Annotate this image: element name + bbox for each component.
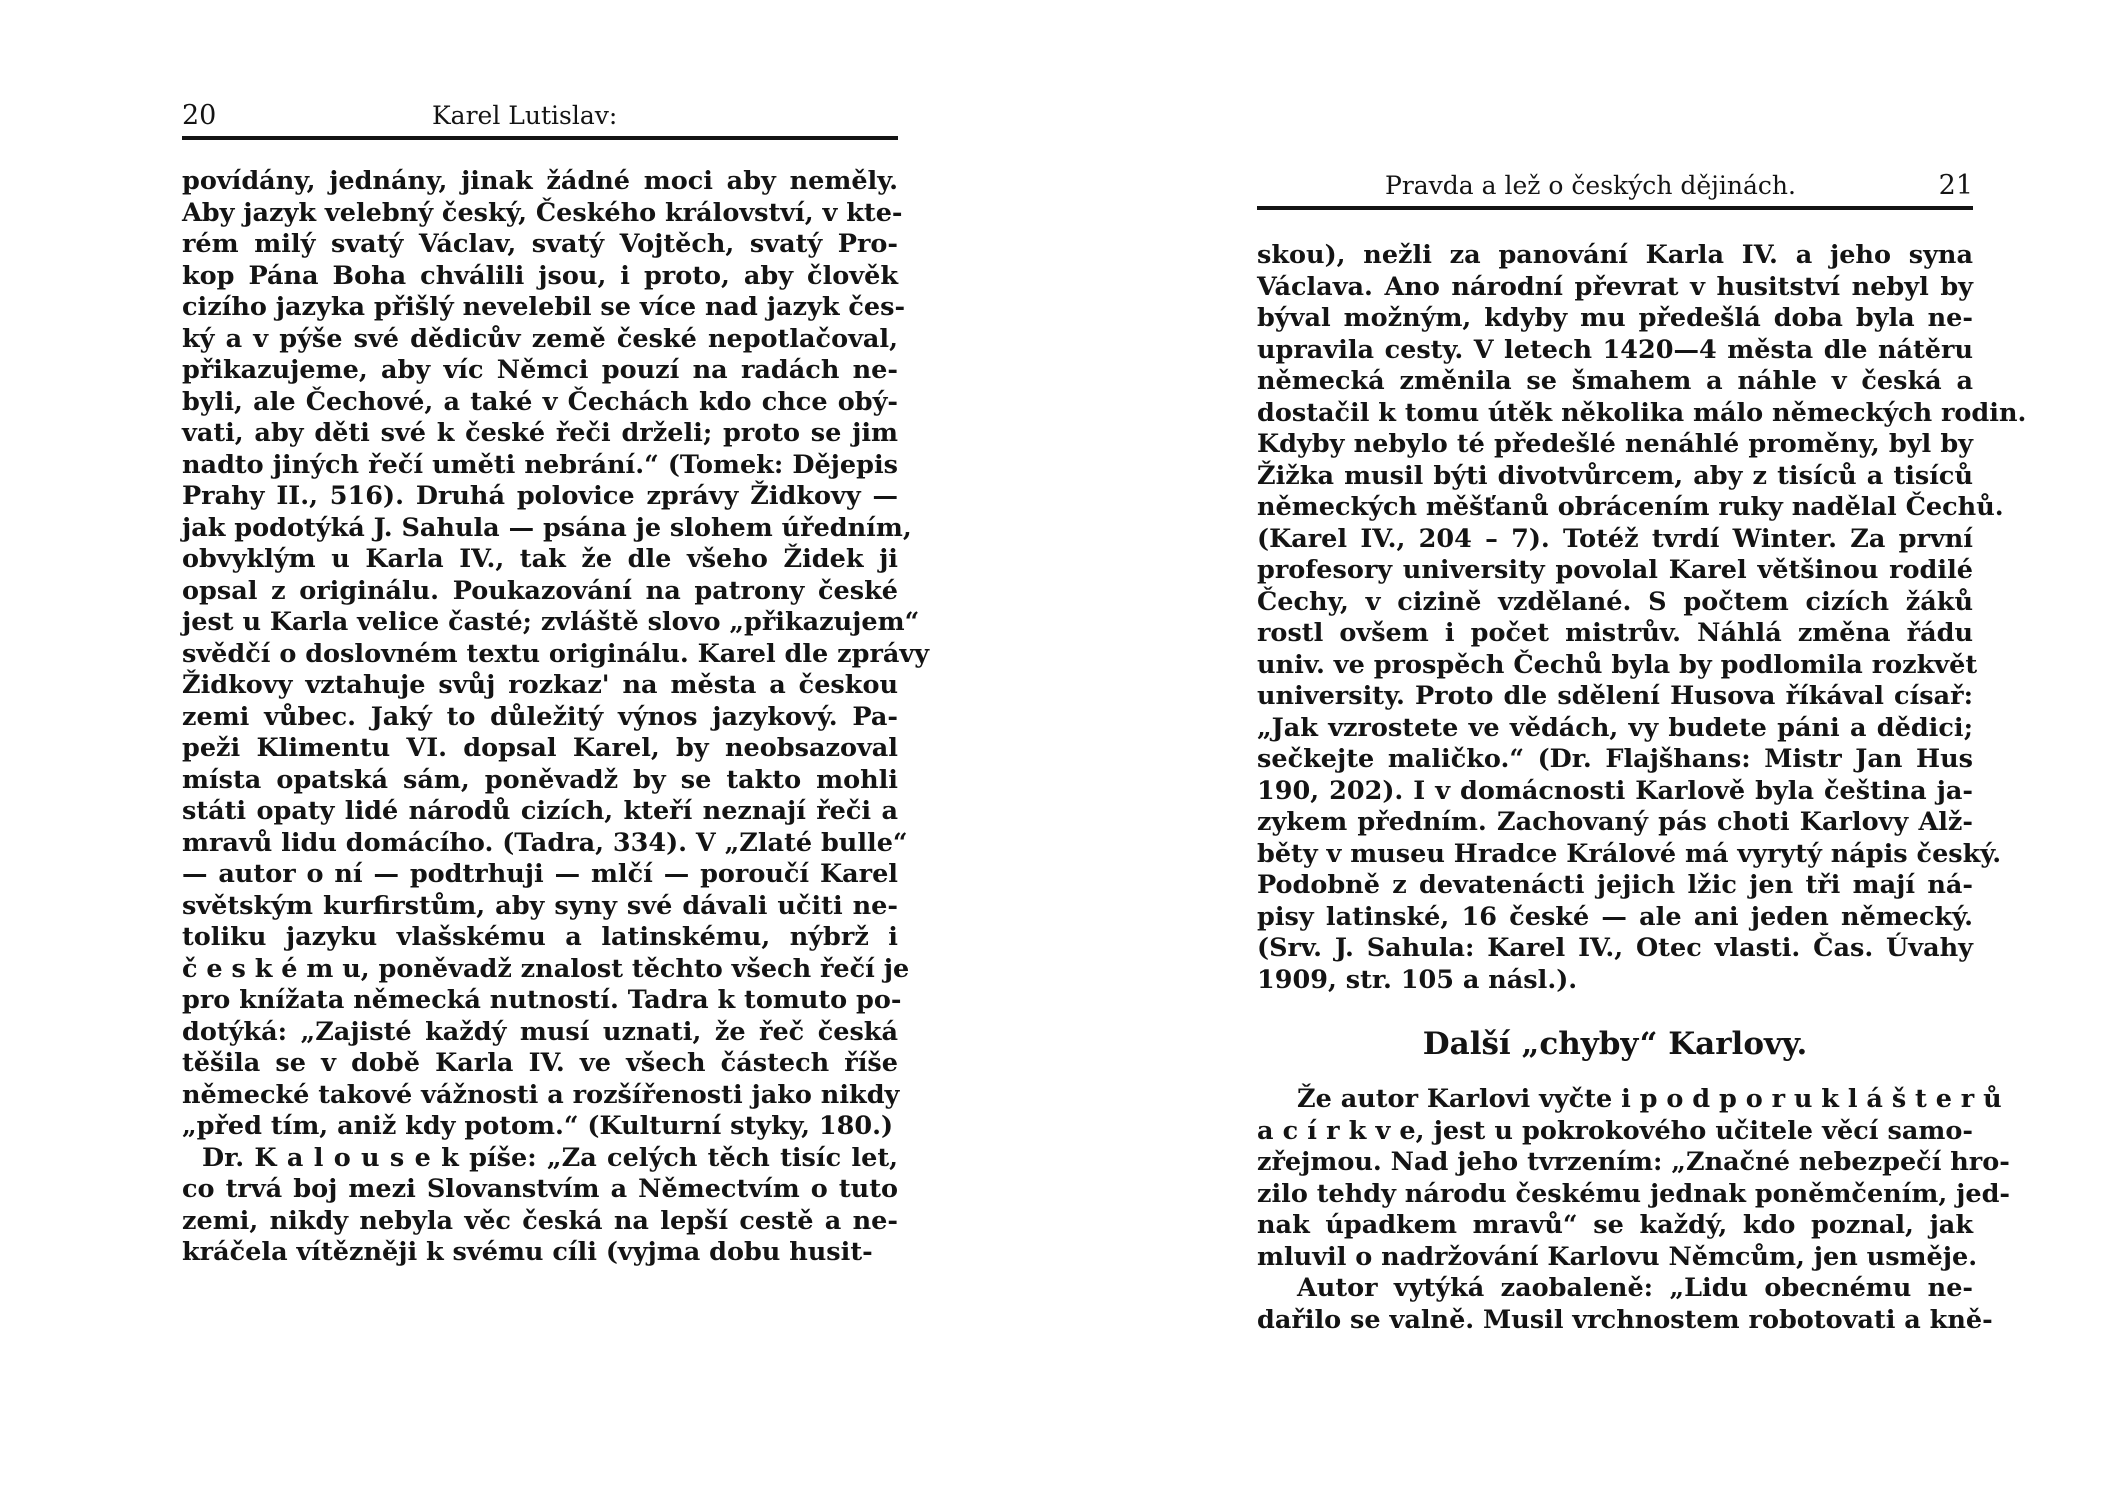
text-line: jak podotýká J. Sahula — psána je slohem úředním, <box>182 512 912 543</box>
text-line: opsal z originálu. Poukazování na patrony české <box>182 575 898 606</box>
text-line: těšila se v době Karla IV. ve všech částech říše <box>182 1048 898 1078</box>
text-line: zemi vůbec. Jaký to důležitý výnos jazykový. Pa- <box>182 701 898 732</box>
text-line: cizího jazyka přišlý nevelebil se více nad jazyk čes- <box>182 292 906 322</box>
right-page-text <box>1257 240 2027 1336</box>
text-line: Podobně z devatenácti jejich lžic jen tři mají ná- <box>1257 870 1973 900</box>
text-line: „Jak vzrostete ve vědách, vy budete páni a dědici; <box>1257 712 1973 743</box>
text-line: Čechy, v cizině vzdělané. S počtem cizích žáků <box>1257 586 1973 617</box>
text-line: běty v museu Hradce Králové má vyrytý nápis český. <box>1257 838 2002 869</box>
text-line: svědčí o doslovném textu originálu. Karel dle zprávy <box>182 638 930 669</box>
text-line: kráčela vítězněji k svému cíli (vyjma dobu husit- <box>182 1237 873 1267</box>
text-line: 190, 202). I v domácnosti Karlově byla čeština ja- <box>1257 775 1973 806</box>
left-page-text <box>182 166 930 1269</box>
text-line: ký a v pýše své dědicův země české nepotlačoval, <box>182 323 898 354</box>
text-line: rém milý svatý Václav, svatý Vojtěch, svatý Pro- <box>182 229 898 259</box>
text-line: německých měšťanů obrácením ruky nadělal Čechů. <box>1257 492 2004 522</box>
left-page-number: 20 <box>182 100 217 131</box>
text-line: toliku jazyku vlašskému a latinskému, nýbrž i <box>182 922 898 952</box>
text-line: (Srv. J. Sahula: Karel IV., Otec vlasti. Čas. Úvahy <box>1257 933 1973 963</box>
text-line: státi opaty lidé národů cizích, kteří neznají řeči a <box>182 796 898 826</box>
text-line: skou), nežli za panování Karla IV. a jeho syna <box>1257 240 1973 270</box>
text-line: Kdyby nebylo té předešlé nenáhlé proměny, byl by <box>1257 429 1973 459</box>
text-line: nadto jiných řečí uměti nebrání.“ (Tomek: Dějepis <box>182 449 898 480</box>
text-line: university. Proto dle sdělení Husova říkával císař: <box>1257 681 1973 711</box>
text-line: co trvá boj mezi Slovanstvím a Němectvím o tuto <box>182 1174 898 1204</box>
right-page-header <box>1257 172 1973 210</box>
text-line: zykem předním. Zachovaný pás choti Karlovy Alž- <box>1257 807 1973 837</box>
text-line: pro knížata německá nutností. Tadra k tomuto po- <box>182 985 902 1015</box>
left-page-header <box>182 102 898 140</box>
text-line: světským kurfirstům, aby syny své dávali učiti ne- <box>182 890 898 921</box>
text-line: zemi, nikdy nebyla věc česká na lepší cestě a ne- <box>182 1205 898 1236</box>
text-line: Dr. K a l o u s e k píše: „Za celých těch tisíc let, <box>202 1142 898 1173</box>
text-line: peži Klimentu VI. dopsal Karel, by neobsazoval <box>182 733 898 763</box>
section-heading: Další „chyby“ Karlovy. <box>1422 1026 1808 1062</box>
text-line: — autor o ní — podtrhuji — mlčí — poroučí Karel <box>182 859 898 889</box>
text-line: dostačil k tomu útěk několika málo německých rodin. <box>1257 397 2027 428</box>
left-running-head: Karel Lutislav: <box>432 101 618 130</box>
text-line: univ. ve prospěch Čechů byla by podlomila rozkvět <box>1257 649 1978 680</box>
text-line: Václava. Ano národní převrat v husitství nebyl by <box>1257 271 1973 302</box>
text-line: mravů lidu domácího. (Tadra, 334). V „Zlaté bulle“ <box>182 827 908 858</box>
text-line: obvyklým u Karla IV., tak že dle všeho Židek ji <box>182 544 898 574</box>
text-line: místa opatská sám, poněvadž by se takto mohli <box>182 764 898 795</box>
text-line: dotýká: „Zajisté každý musí uznati, že řeč česká <box>182 1016 898 1047</box>
text-line: Židkovy vztahuje svůj rozkaz' na města a českou <box>182 670 898 700</box>
text-line: kop Pána Boha chválili jsou, i proto, aby člověk <box>182 260 898 291</box>
text-line: zřejmou. Nad jeho tvrzením: „Značné nebezpečí hro- <box>1257 1147 2010 1177</box>
text-line: německá změnila se šmahem a náhle v česká a <box>1257 366 1973 396</box>
text-line: Žižka musil býti divotvůrcem, aby z tisíců a tisíců <box>1257 460 1973 491</box>
text-line: „před tím, aniž kdy potom.“ (Kulturní styky, 180.) <box>182 1111 894 1141</box>
text-line: povídány, jednány, jinak žádné moci aby neměly. <box>182 166 898 196</box>
text-line: profesory university povolal Karel většinou rodilé <box>1257 555 1973 585</box>
text-line: sečkejte maličko.“ (Dr. Flajšhans: Mistr Jan Hus <box>1257 744 1973 774</box>
right-page-number: 21 <box>1938 170 1973 201</box>
text-line: Aby jazyk velebný český, Českého království, v kte- <box>182 197 903 228</box>
text-line: pisy latinské, 16 české — ale ani jeden německý. <box>1257 901 1973 932</box>
text-line: jest u Karla velice časté; zvláště slovo „přikazujem“ <box>182 607 920 637</box>
text-line: mluvil o nadržování Karlovu Němcům, jen usměje. <box>1257 1241 1978 1272</box>
text-line: zilo tehdy národu českému jednak poněmčením, jed- <box>1257 1178 2011 1209</box>
text-line: přikazujeme, aby víc Němci pouzí na radách ne- <box>182 355 898 385</box>
text-line: rostl ovšem i počet mistrův. Náhlá změna řádu <box>1257 618 1973 648</box>
text-line: byli, ale Čechové, a také v Čechách kdo chce obý- <box>182 386 898 417</box>
text-line: nak úpadkem mravů“ se každý, kdo poznal, jak <box>1257 1210 1973 1240</box>
text-line: Autor vytýká zaobaleně: „Lidu obecnému ne- <box>1297 1273 1973 1303</box>
text-line: německé takové vážnosti a rozšířenosti jako nikdy <box>182 1079 900 1110</box>
text-line: dařilo se valně. Musil vrchnostem robotovati a kně- <box>1257 1304 1993 1335</box>
text-line: (Karel IV., 204 – 7). Totéž tvrdí Winter. Za první <box>1257 523 1973 554</box>
right-running-head: Pravda a lež o českých dějinách. <box>1385 171 1796 200</box>
text-line: vati, aby děti své k české řeči drželi; proto se jim <box>182 418 898 448</box>
text-line: č e s k é m u, poněvadž znalost těchto všech řečí je <box>182 953 910 984</box>
text-line: Že autor Karlovi vyčte i p o d p o r u k l á š t e r ů <box>1297 1084 2002 1114</box>
text-line: a c í r k v e, jest u pokrokového učitele věcí samo- <box>1257 1115 1973 1146</box>
text-line: Prahy II., 516). Druhá polovice zprávy Židkovy — <box>182 481 898 511</box>
text-line: býval možným, kdyby mu předešlá doba byla ne- <box>1257 303 1973 333</box>
text-line: 1909, str. 105 a násl.). <box>1257 964 1578 995</box>
text-line: upravila cesty. V letech 1420—4 města dle nátěru <box>1257 334 1973 365</box>
